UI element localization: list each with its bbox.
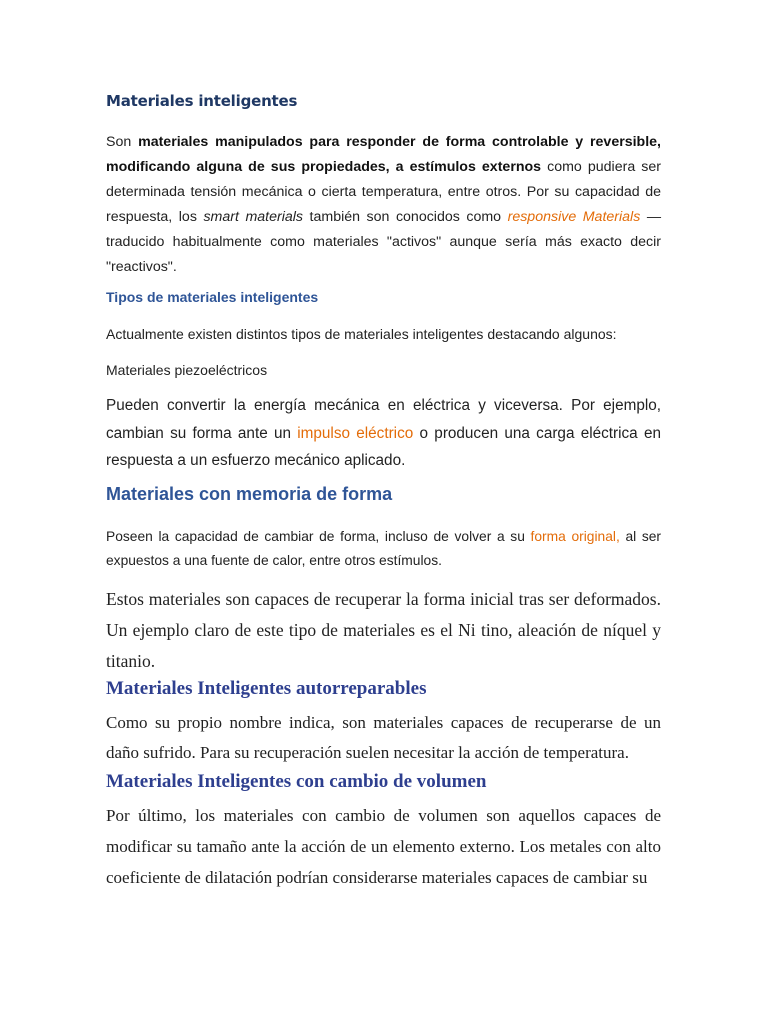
intro-text-4: — traducido habitualmente como materiales "activos" aunque sería más exacto decir "reactivos". — [106, 209, 662, 275]
memory-example-paragraph: Estos materiales son capaces de recuperar la forma inicial tras ser deformados. Un ejemplo claro de este tipo de materiales es el Ni tino, aleación de níquel y titanio. — [106, 589, 661, 671]
memory-heading: Materiales con memoria de forma — [106, 484, 393, 504]
types-heading: Tipos de materiales inteligentes — [106, 289, 319, 305]
memory-text-1: Poseen la capacidad de cambiar de forma, incluso de volver a su — [106, 529, 531, 544]
responsive-materials-link[interactable]: responsive Materials — [507, 209, 641, 225]
intro-italic-text: smart materials — [203, 209, 304, 225]
self-repair-heading: Materiales Inteligentes autorreparables — [106, 678, 427, 699]
impulso-electrico-link[interactable]: impulso eléctrico — [297, 424, 414, 442]
intro-text-2: como pudiera ser determinada tensión mecánica o cierta temperatura, entre otros. Por su capacidad de respuesta, los — [106, 159, 661, 225]
memory-paragraph — [106, 525, 661, 573]
intro-paragraph — [106, 130, 661, 280]
piezo-paragraph — [106, 392, 661, 475]
intro-text-3: también son conocidos como — [303, 209, 508, 225]
page-title: Materiales inteligentes — [106, 92, 298, 110]
self-repair-paragraph: Como su propio nombre indica, son materiales capaces de recuperarse de un daño sufrido. Para su recuperación suelen necesitar la acción de temperatura. — [106, 713, 661, 762]
types-intro: Actualmente existen distintos tipos de materiales inteligentes destacando algunos: — [106, 326, 617, 342]
piezo-text-1: Pueden convertir la energía mecánica en eléctrica y viceversa. Por ejemplo, cambian su forma ante un — [106, 397, 661, 442]
forma-original-link[interactable]: forma original, — [530, 529, 620, 544]
intro-text-1: Son — [106, 134, 139, 150]
volume-heading: Materiales Inteligentes con cambio de volumen — [106, 771, 487, 792]
memory-text-2: al ser expuestos a una fuente de calor, entre otros estímulos. — [106, 529, 662, 568]
piezo-text-2: o producen una carga eléctrica en respuesta a un esfuerzo mecánico aplicado. — [106, 424, 661, 469]
piezo-label: Materiales piezoeléctricos — [106, 362, 268, 378]
volume-paragraph: Por último, los materiales con cambio de volumen son aquellos capaces de modificar su tamaño ante la acción de un elemento externo. Los metales con alto coeficiente de dilatación podrían considerarse materiales capaces de cambiar su — [106, 806, 661, 887]
intro-bold-text: materiales manipulados para responder de forma controlable y reversible, modificando alguna de sus propiedades, a estímulos externos — [106, 134, 662, 175]
